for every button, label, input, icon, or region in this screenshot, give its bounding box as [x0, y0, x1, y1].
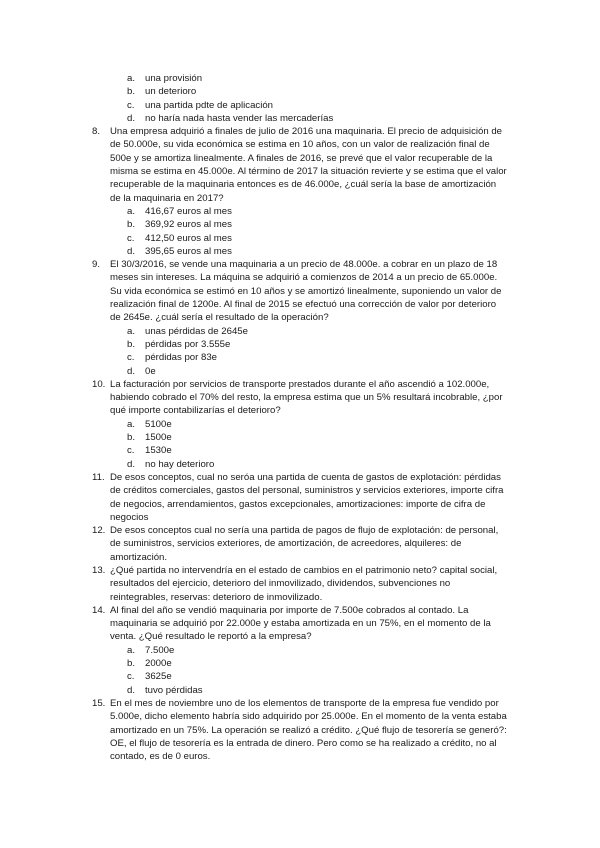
question-line: De esos conceptos cual no sería una partida de pagos de flujo de explotación: de personal,: [110, 525, 499, 537]
option-letter: b.: [127, 658, 136, 670]
question-line: de 2645e. ¿cuál sería el resultado de la operación?: [110, 312, 329, 324]
question-line: 500e y se amortiza linealmente. A finales de 2016, se prevé que el valor recuperable de la: [110, 152, 493, 164]
option-letter: b.: [127, 219, 136, 231]
question-line: de negocios, arrendamientos, gastos excepcionales, amortizaciones: importe de cifra de: [110, 498, 486, 510]
question-line: Una empresa adquirió a finales de julio de 2016 una maquinaria. El precio de adquisición de: [110, 126, 502, 138]
answer-option: [92, 85, 524, 98]
option-text: 416,67 euros al mes: [145, 205, 232, 217]
option-letter: a.: [127, 325, 136, 337]
option-letter: d.: [127, 245, 136, 257]
question-line: 5.000e, dicho elemento habría sido adquirido por 25.000e. En el momento de la venta estaba: [110, 711, 507, 723]
option-text: 412,50 euros al mes: [145, 232, 232, 244]
question-number: 11.: [92, 471, 105, 483]
option-letter: a.: [127, 205, 136, 217]
question-line: habiendo cobrado el 70% del resto, la empresa estima que un 5% resultará incobrable, ¿por: [110, 392, 503, 404]
option-letter: d.: [127, 112, 136, 124]
option-letter: c.: [127, 99, 135, 111]
option-letter: d.: [127, 684, 136, 696]
answer-option: [92, 444, 524, 457]
answer-option: [92, 232, 524, 245]
option-letter: a.: [127, 73, 136, 84]
question-line: Al final del año se vendió maquinaria por importe de 7.500e cobrados al contado. La: [110, 604, 469, 616]
option-text: 1500e: [145, 432, 172, 444]
option-text: unas pérdidas de 2645e: [145, 325, 248, 337]
answer-option: [92, 205, 524, 218]
option-text: 1530e: [145, 445, 172, 457]
option-text: una partida pdte de aplicación: [145, 99, 274, 111]
question-line: qué importe contabilizarías el deterioro?: [110, 405, 281, 417]
answer-option: [92, 418, 524, 431]
option-letter: c.: [127, 671, 135, 683]
answer-option: [92, 670, 524, 683]
answer-option: [92, 99, 524, 112]
question-line: amortización.: [110, 551, 168, 563]
question-text: [110, 258, 524, 324]
answer-option: [92, 338, 524, 351]
question-8: [92, 125, 524, 205]
question-line: De esos conceptos, cual no seróa una partida de cuenta de gastos de explotación: pérdidas: [110, 471, 501, 483]
question-line: En el mes de noviembre uno de los elementos de transporte de la empresa fue vendido por: [110, 697, 499, 709]
option-text: 369,92 euros al mes: [145, 219, 232, 231]
option-letter: d.: [127, 458, 136, 470]
answer-option: [92, 218, 524, 231]
answer-option: [92, 431, 524, 444]
question-13: [92, 564, 524, 604]
question-line: maquinaria se adquirió por 22.000e y estaba amortizada en un 75%, en el momento de la: [110, 618, 491, 630]
answer-option: [92, 684, 524, 697]
question-line: venta. ¿Qué resultado le reportó a la empresa?: [110, 631, 312, 643]
question-text: [110, 125, 524, 205]
question-10: [92, 378, 524, 418]
option-text: no haría nada hasta vender las mercaderías: [145, 112, 334, 124]
question-number: 13.: [92, 564, 106, 576]
question-line: reintegrables, reservas: deterioro de inmovilizado.: [110, 591, 323, 603]
option-letter: a.: [127, 418, 136, 430]
question-line: misma se estima en 45.000e. Al término de 2017 la situación revierte y se estima que el valor: [110, 166, 507, 178]
answer-option: [92, 365, 524, 378]
option-text: no hay deterioro: [145, 458, 215, 470]
answer-option: [92, 644, 524, 657]
option-letter: c.: [127, 232, 135, 244]
question-number: 12.: [92, 525, 106, 537]
option-text: 0e: [145, 365, 156, 377]
answer-option: [92, 351, 524, 364]
answer-option: [92, 112, 524, 125]
question-line: La facturación por servicios de transporte prestados durante el año ascendió a 102.000e,: [110, 378, 490, 390]
question-11: [92, 471, 524, 524]
question-number: 15.: [92, 697, 106, 709]
question-line: amortizado en un 75%. La operación se realizó a crédito. ¿Qué flujo de tesorería se generó?:: [110, 724, 507, 736]
question-text: [110, 524, 524, 564]
option-text: pérdidas por 3.555e: [145, 338, 231, 350]
option-letter: d.: [127, 365, 136, 377]
option-text: 395,65 euros al mes: [145, 245, 232, 257]
exam-content: [92, 72, 524, 763]
option-text: 2000e: [145, 658, 172, 670]
question-text: [110, 471, 524, 524]
option-letter: b.: [127, 86, 136, 98]
option-text: 5100e: [145, 418, 172, 430]
option-letter: b.: [127, 432, 136, 444]
answer-option: [92, 245, 524, 258]
question-text: [110, 697, 524, 763]
question-line: ¿Qué partida no intervendría en el estado de cambios en el patrimonio neto? capital social,: [110, 564, 498, 576]
answer-option: [92, 325, 524, 338]
question-9: [92, 258, 524, 324]
option-text: tuvo pérdidas: [145, 684, 203, 696]
question-14: [92, 604, 524, 644]
question-text: [110, 564, 524, 604]
question-line: realización final de 1200e. Al final de 2015 se efectuó una corrección de valor por deterioro: [110, 299, 497, 311]
question-line: El 30/3/2016, se vende una maquinaria a un precio de 48.000e. a cobrar en un plazo de 18: [110, 259, 498, 271]
question-line: resultados del ejercicio, deterioro del inmovilizado, dividendos, subvenciones no: [110, 578, 451, 590]
option-letter: c.: [127, 445, 135, 457]
answer-option: [92, 72, 524, 85]
question-line: contado, es de 0 euros.: [110, 751, 211, 763]
question-text: [110, 604, 524, 644]
option-text: pérdidas por 83e: [145, 352, 218, 364]
option-text: 3625e: [145, 671, 172, 683]
answer-option: [92, 458, 524, 471]
option-letter: b.: [127, 338, 136, 350]
option-letter: c.: [127, 352, 135, 364]
question-number: 10.: [92, 378, 106, 390]
question-line: negocios: [110, 511, 149, 523]
question-line: de suministros, servicios exteriores, de amortización, de acreedores, alquileres: de: [110, 538, 462, 550]
question-text: [110, 378, 524, 418]
question-number: 9.: [92, 259, 101, 271]
question-line: de créditos comerciales, gastos del personal, suministros y servicios exteriores, importe cifra: [110, 485, 504, 497]
option-text: un deterioro: [145, 86, 197, 98]
question-line: meses sin intereses. La máquina se adquirió a comienzos de 2014 a un precio de 65.000e.: [110, 272, 498, 284]
question-line: recuperable de la maquinaria entonces es de 46.000e, ¿cuál sería la base de amortización: [110, 179, 497, 191]
option-text: 7.500e: [145, 644, 175, 656]
option-letter: a.: [127, 644, 136, 656]
question-line: Su vida económica se estimó en 10 años y se amortizó linealmente, suponiendo un valor de: [110, 285, 502, 297]
question-15: [92, 697, 524, 763]
question-line: de 50.000e, su vida económica se estima en 10 años, con un valor de realización final de: [110, 139, 490, 151]
question-12: [92, 524, 524, 564]
option-text: una provisión: [145, 73, 203, 84]
question-line: de la maquinaria en 2017?: [110, 192, 224, 204]
question-number: 14.: [92, 604, 106, 616]
question-line: OE, el flujo de tesorería es la entrada de dinero. Pero como se ha realizado a crédito, no al: [110, 737, 497, 749]
answer-option: [92, 657, 524, 670]
question-number: 8.: [92, 126, 101, 138]
